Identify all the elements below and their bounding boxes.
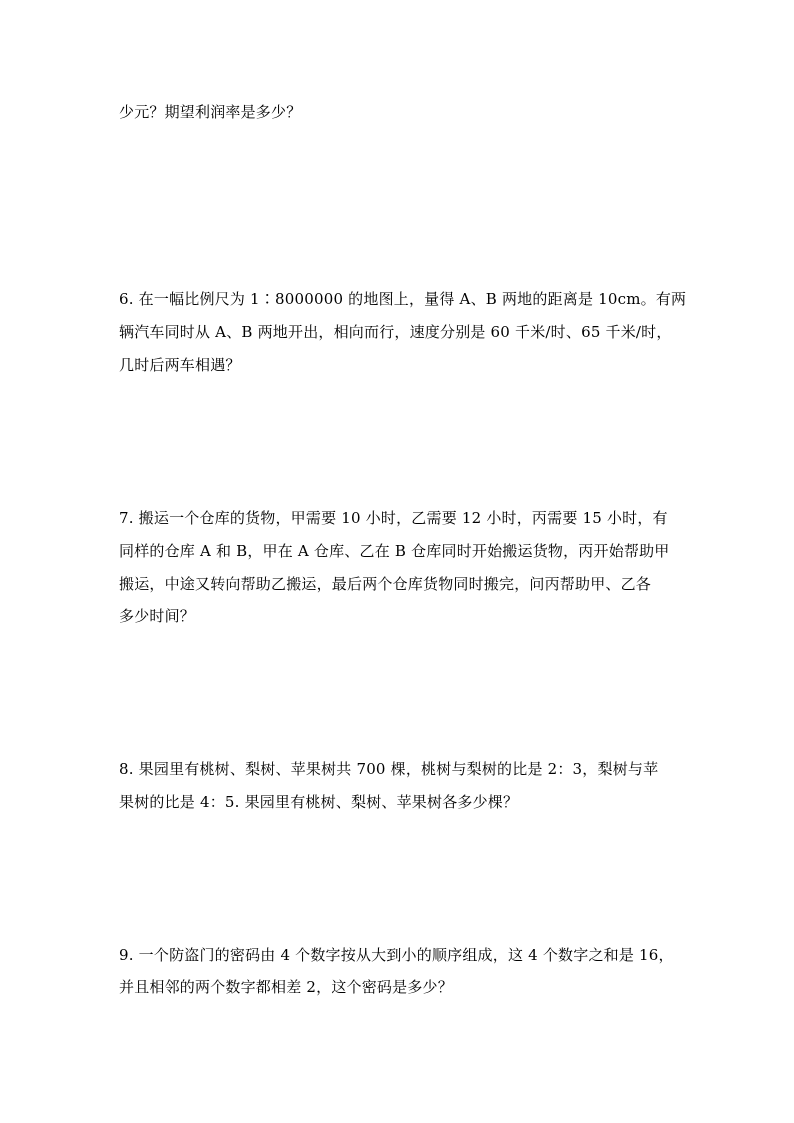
text-line: 8. 果园里有桃树、梨树、苹果树共 700 棵，桃树与梨树的比是 2：3，梨树与苹	[119, 760, 659, 778]
text-line: 少元？期望利润率是多少？	[119, 103, 302, 121]
text-line: 6. 在一幅比例尺为 1∶8000000 的地图上，量得 A、B 两地的距离是 10cm。有两	[119, 290, 687, 308]
text-line: 辆汽车同时从 A、B 两地开出，相向而行，速度分别是 60 千米/时、65 千米/时，	[119, 323, 672, 341]
text-line: 7. 搬运一个仓库的货物，甲需要 10 小时，乙需要 12 小时，丙需要 15 小时，有	[119, 509, 668, 527]
text-line: 几时后两车相遇？	[119, 356, 241, 374]
text-line: 果树的比是 4：5. 果园里有桃树、梨树、苹果树各多少棵？	[119, 793, 519, 811]
text-line: 搬运，中途又转向帮助乙搬运，最后两个仓库货物同时搬完，问丙帮助甲、乙各	[119, 575, 652, 593]
text-line: 并且相邻的两个数字都相差 2，这个密码是多少？	[119, 978, 453, 996]
text-line: 9. 一个防盗门的密码由 4 个数字按从大到小的顺序组成，这 4 个数字之和是 16，	[119, 946, 674, 964]
text-line: 多少时间？	[119, 607, 196, 625]
text-line: 同样的仓库 A 和 B，甲在 A 仓库、乙在 B 仓库同时开始搬运货物，丙开始帮助甲	[119, 542, 670, 560]
